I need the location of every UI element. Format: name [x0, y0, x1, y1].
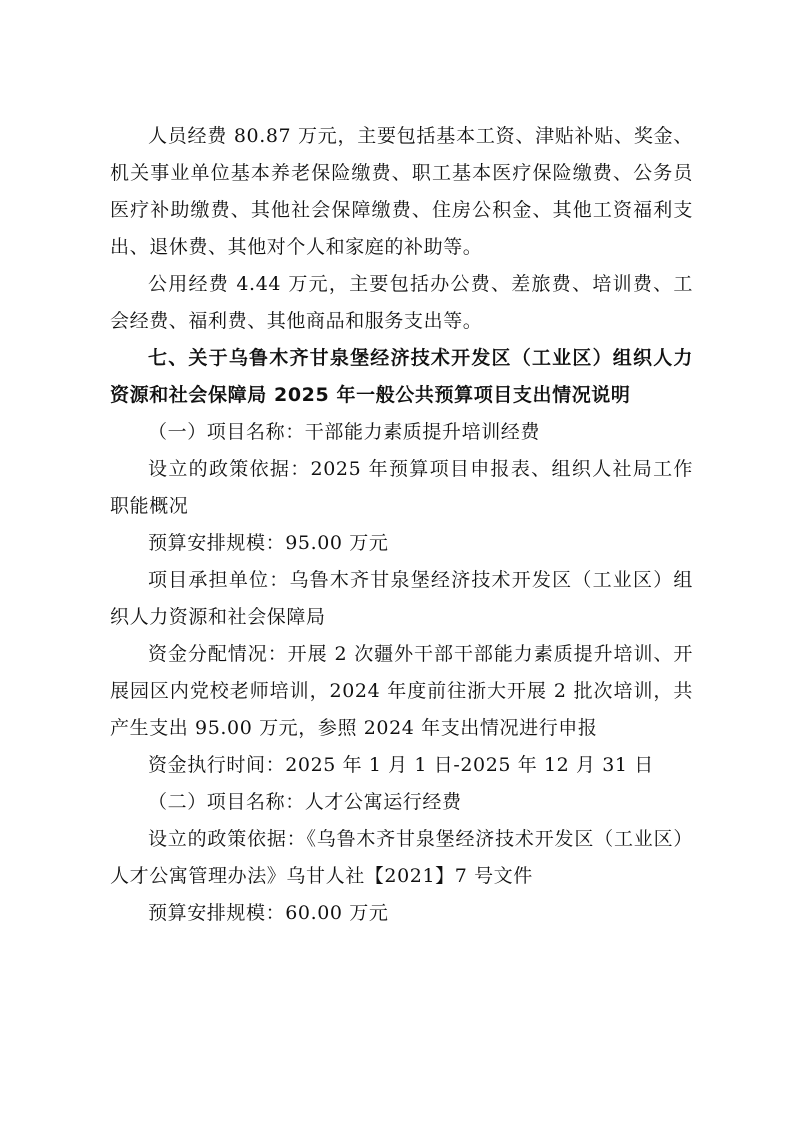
- item2-name: （二）项目名称：人才公寓运行经费: [148, 791, 462, 813]
- document-page: [110, 118, 693, 932]
- item2-budget-scale: 预算安排规模：60.00 万元: [148, 902, 389, 924]
- personnel-expense-paragraph: 人员经费 80.87 万元，主要包括基本工资、津贴补贴、奖金、机关事业单位基本养老保险缴费、职工基本医疗保险缴费、公务员医疗补助缴费、其他社会保障缴费、住房公积金、其他工资福利支出、退休费、其他对个人和家庭的补助等。: [110, 125, 693, 258]
- public-expense-paragraph: 公用经费 4.44 万元，主要包括办公费、差旅费、培训费、工会经费、福利费、其他商品和服务支出等。: [110, 273, 693, 332]
- item1-responsible-unit: 项目承担单位：乌鲁木齐甘泉堡经济技术开发区（工业区）组织人力资源和社会保障局: [110, 569, 693, 628]
- section-heading: 七、关于乌鲁木齐甘泉堡经济技术开发区（工业区）组织人力资源和社会保障局 2025 年一般公共预算项目支出情况说明: [110, 347, 693, 406]
- item1-budget-scale: 预算安排规模：95.00 万元: [148, 532, 389, 554]
- item1-policy-basis: 设立的政策依据：2025 年预算项目申报表、组织人社局工作职能概况: [110, 458, 693, 517]
- item1-name: （一）项目名称：干部能力素质提升培训经费: [148, 421, 541, 443]
- item1-fund-allocation: 资金分配情况：开展 2 次疆外干部干部能力素质提升培训、开展园区内党校老师培训，2024 年度前往浙大开展 2 批次培训，共产生支出 95.00 万元，参照 2024 年支出情况进行申报: [110, 643, 693, 739]
- item1-execution-time: 资金执行时间：2025 年 1 月 1 日-2025 年 12 月 31 日: [148, 754, 654, 776]
- item2-policy-basis: 设立的政策依据：《乌鲁木齐甘泉堡经济技术开发区（工业区）人才公寓管理办法》乌甘人社【2021】7 号文件: [110, 828, 693, 887]
